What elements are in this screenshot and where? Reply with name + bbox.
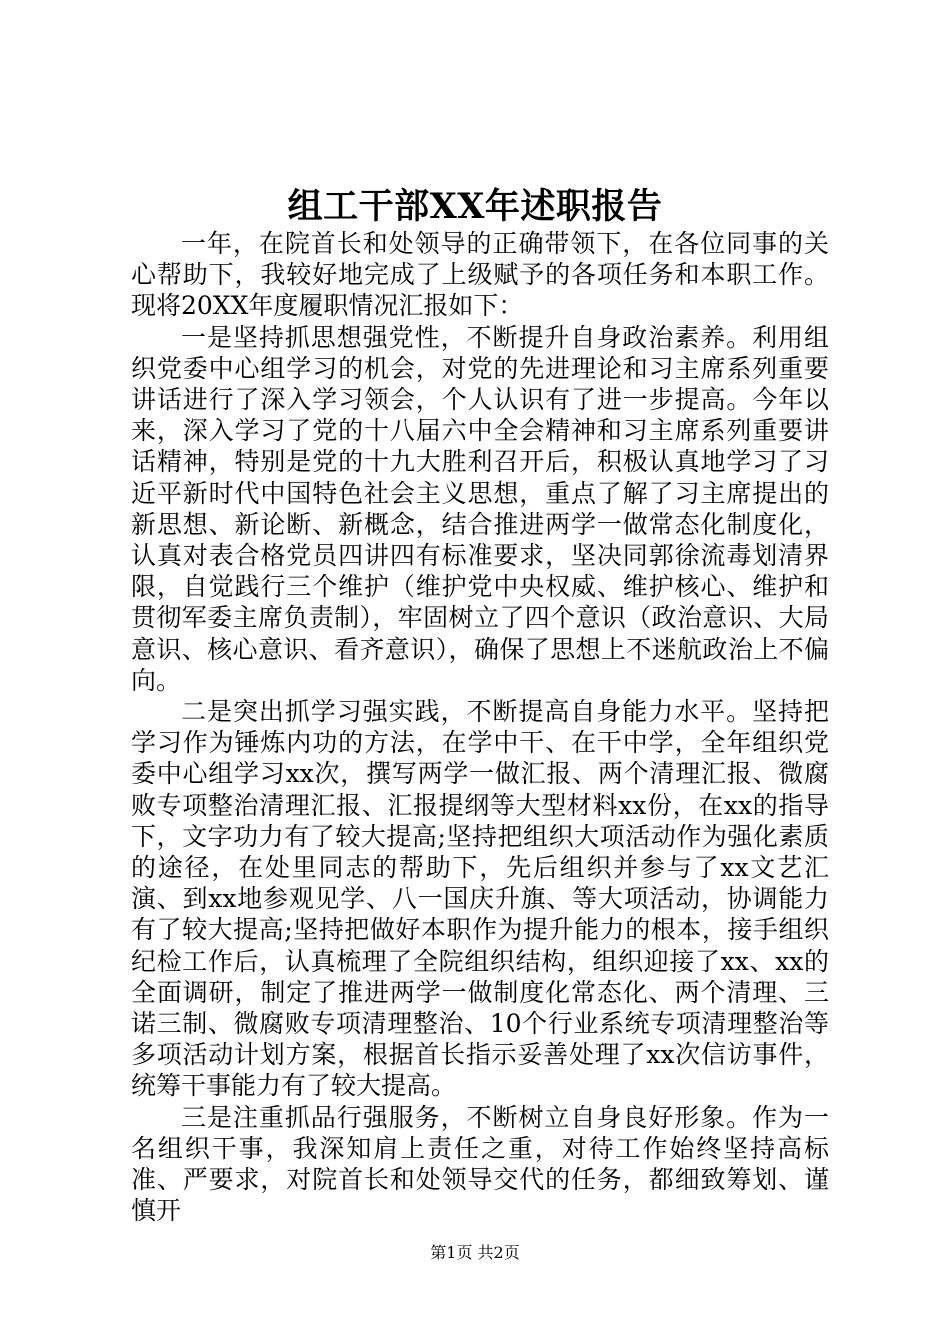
paragraph-ideology: 一是坚持抓思想强党性，不断提升自身政治素养。利用组织党委中心组学习的机会，对党的先进理论和习主席系列重要讲话进行了深入学习领会，个人认识有了进一步提高。今年以来，深入学习了党的十八届六中全会精神和习主席系列重要讲话精神，特别是党的十九大胜利召开后，积极认真地学习了习近平新时代中国特色社会主义思想，重点了解了习主席提出的新思想、新论断、新概念，结合推进两学一做常态化制度化，认真对表合格党员四讲四有标准要求，坚决同郭徐流毒划清界限，自觉践行三个维护（维护党中央权威、维护核心、维护和贯彻军委主席负责制），牢固树立了四个意识（政治意识、大局意识、核心意识、看齐意识），确保了思想上不迷航政治上不偏向。 [131, 322, 829, 695]
document-body [131, 228, 829, 1227]
paragraph-intro: 一年，在院首长和处领导的正确带领下，在各位同事的关心帮助下，我较好地完成了上级赋予的各项任务和本职工作。现将20XX年度履职情况汇报如下： [131, 229, 829, 321]
page-number-footer: 第1页 共2页 [430, 1243, 520, 1262]
paragraph-conduct: 三是注重抓品行强服务，不断树立自身良好形象。作为一名组织干事，我深知肩上责任之重，对待工作始终坚持高标准、严要求，对院首长和处领导交代的任务，都细致筹划、谨慎开 [131, 1102, 829, 1226]
paragraph-learning: 二是突出抓学习强实践，不断提高自身能力水平。坚持把学习作为锤炼内功的方法，在学中干、在干中学，全年组织党委中心组学习xx次，撰写两学一做汇报、两个清理汇报、微腐败专项整治清理汇报、汇报提纲等大型材料xx份，在xx的指导下，文字功力有了较大提高;坚持把组织大项活动作为强化素质的途径，在处里同志的帮助下，先后组织并参与了xx文艺汇演、到xx地参观见学、八一国庆升旗、等大项活动，协调能力有了较大提高;坚持把做好本职作为提升能力的根本，接手组织纪检工作后，认真梳理了全院组织结构，组织迎接了xx、xx的全面调研，制定了推进两学一做制度化常态化、两个清理、三诺三制、微腐败专项清理整治、10个行业系统专项清理整治等多项活动计划方案，根据首长指示妥善处理了xx次信访事件，统筹干事能力有了较大提高。 [131, 697, 829, 1101]
document-title: 组工干部XX年述职报告 [287, 186, 663, 227]
